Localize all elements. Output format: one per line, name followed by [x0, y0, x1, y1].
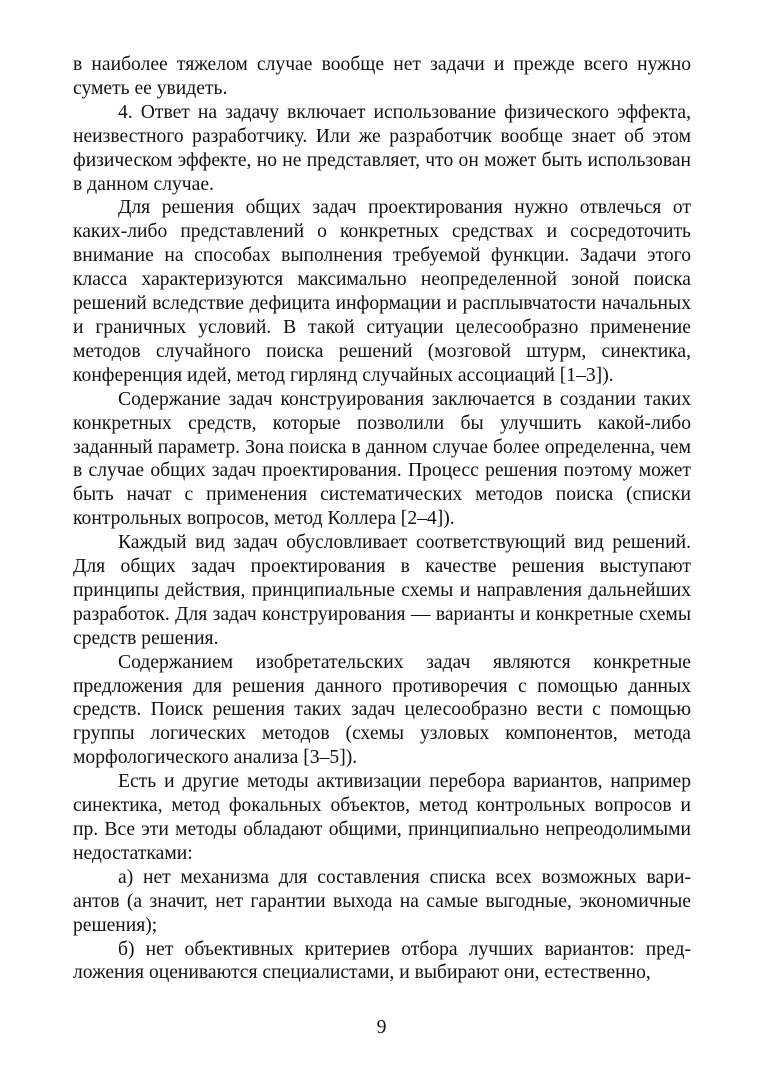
paragraph-continuation: в наиболее тяжелом случае вообще нет задачи и прежде всего нужно суметь ее увидеть.	[73, 54, 691, 99]
paragraph-other-methods: Есть и другие методы активизации перебора вариантов, например синектика, метод фокальных объектов, метод контрольных вопросов и пр. Все эти методы обладают общими, принципиально непреодолимыми недостатками:	[73, 771, 691, 864]
list-item-b: б) нет объективных критериев отбора лучших вариантов: предложения оцениваются специалистами, и выбирают они, естественно,	[73, 938, 691, 984]
paragraph-inventive-tasks: Содержанием изобретательских задач являются конкретные предложения для решения данного противоречия с помощью данных средств. Поиск решения таких задач целесообразно вести с помощью группы логических методов (схемы узловых компонентов, метода морфологического анализа [3–5]).	[73, 651, 691, 769]
list-item-a: а) нет механизма для составления списка всех возможных вариантов (а значит, нет гарантии выхода на самые выгодные, экономичные решения);	[73, 866, 691, 936]
page-body	[73, 53, 691, 985]
paragraph-general-design-tasks: Для решения общих задач проектирования нужно отвлечься от каких-либо представлений о конкретных средствах и сосредоточить внимание на способах выполнения требуемой функции. Задачи этого класса характеризуются максимально неопределенной зоной поиска решений вследствие дефицита информации и расплывчатости начальных и граничных условий. В такой ситуации целесообразно применение методов случайного поиска решений (мозговой штурм, синектика, конференция идей, метод гирлянд случайных ассоциаций [1–3]).	[73, 197, 691, 386]
paragraph-construction-tasks: Содержание задач конструирования заключается в создании таких конкретных средств, которые позволили бы улучшить какой-либо заданный параметр. Зона поиска в данном случае более определенна, чем в случае общих задач проектирования. Процесс решения поэтому может быть начат с применения систематических методов поиска (списки контрольных вопросов, метод Коллера [2–4]).	[73, 388, 691, 530]
paragraph-task-types: Каждый вид задач обусловливает соответствующий вид решений. Для общих задач проектирования в качестве решения выступают принципы действия, принципиальные схемы и направления дальнейших разработок. Для задач конструирования — варианты и конкретные схемы средств решения.	[73, 532, 691, 649]
page-number: 9	[376, 1017, 387, 1038]
paragraph-item-4: 4. Ответ на задачу включает использование физического эффекта, неизвестного разработчику. Или же разработчик вообще знает об этом физическом эффекте, но не представляет, что он может быть использован в данном случае.	[73, 101, 691, 195]
